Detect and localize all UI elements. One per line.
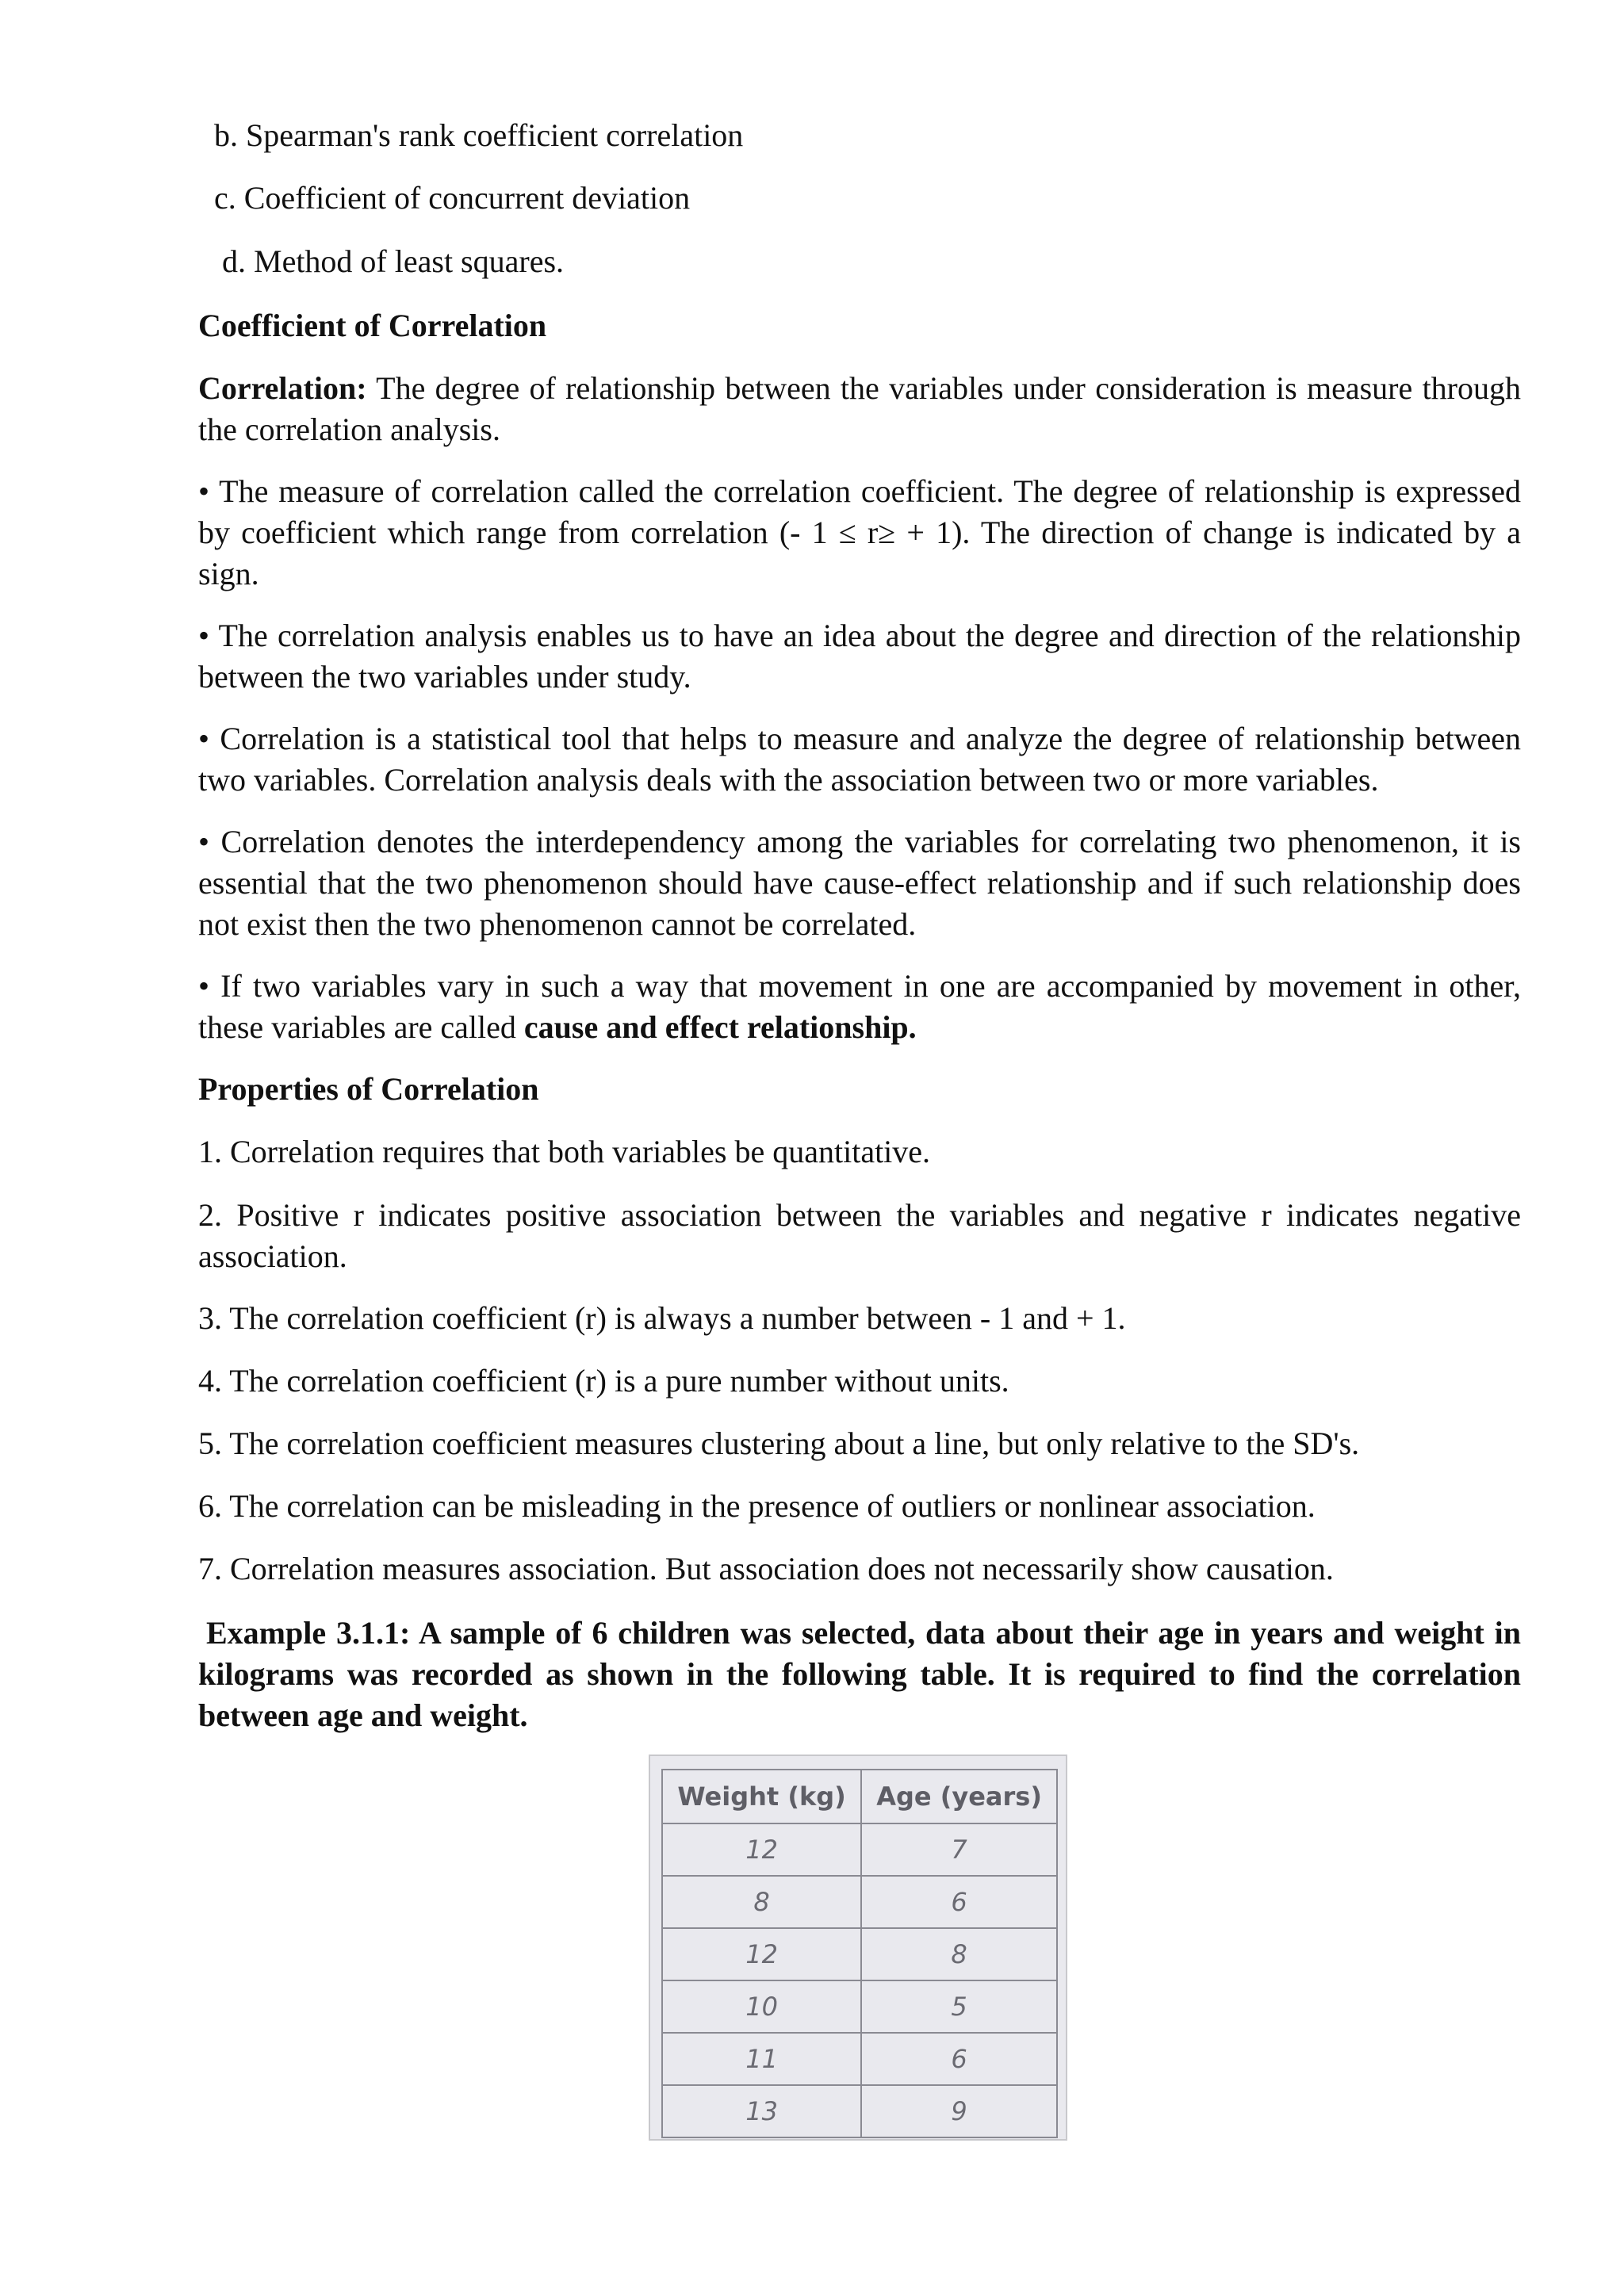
table-row (662, 1928, 1057, 1980)
example-statement: Example 3.1.1: A sample of 6 children was selected, data about their age in years and weight in kilograms was recorded as shown in the following table. It is required to find the correlation between age and weight. (198, 1615, 1521, 1733)
table-row (662, 1876, 1057, 1928)
property-item: 4. The correlation coefficient (r) is a pure number without units. (198, 1363, 1009, 1399)
column-header-weight: Weight (kg) (662, 1770, 861, 1823)
age-cell: 5 (861, 1980, 1057, 2033)
weight-age-table (661, 1769, 1058, 2138)
property-item: 6. The correlation can be misleading in the presence of outliers or nonlinear association. (198, 1488, 1316, 1524)
table-row (662, 1980, 1057, 2033)
section-heading-coefficient: Coefficient of Correlation (198, 308, 547, 343)
definition-label: Correlation: (198, 370, 367, 406)
age-cell: 6 (861, 1876, 1057, 1928)
table-row (662, 1823, 1057, 1876)
bullet-paragraph: • The correlation analysis enables us to have an idea about the degree and direction of the relationship between the two variables under study. (198, 618, 1521, 695)
list-item-b: b. Spearman's rank coefficient correlation (214, 117, 744, 153)
property-item: 3. The correlation coefficient (r) is always a number between - 1 and + 1. (198, 1300, 1126, 1336)
weight-cell: 13 (662, 2085, 861, 2137)
table-row (662, 2085, 1057, 2137)
age-cell: 9 (861, 2085, 1057, 2137)
table-row (662, 2033, 1057, 2085)
bullet-bold-text: cause and effect relationship. (523, 1009, 917, 1045)
weight-cell: 8 (662, 1876, 861, 1928)
weight-cell: 11 (662, 2033, 861, 2085)
property-item: 1. Correlation requires that both variables be quantitative. (198, 1134, 931, 1169)
correlation-definition (198, 368, 1521, 450)
definition-text: The degree of relationship between the variables under consideration is measure through the correlation analysis. (198, 370, 1521, 447)
property-item: 2. Positive r indicates positive association between the variables and negative r indicates negative association. (198, 1197, 1521, 1274)
bullet-paragraph: • Correlation is a statistical tool that helps to measure and analyze the degree of relationship between two variables. Correlation analysis deals with the association between two or more variables. (198, 721, 1521, 798)
weight-cell: 12 (662, 1928, 861, 1980)
data-table-image (649, 1755, 1067, 2141)
bullet-paragraph: • The measure of correlation called the correlation coefficient. The degree of relationship is expressed by coefficient which range from correlation (- 1 ≤ r≥ + 1). The direction of change is indicated by a sign. (198, 473, 1521, 591)
list-item-c: c. Coefficient of concurrent deviation (214, 180, 691, 216)
age-cell: 7 (861, 1823, 1057, 1876)
bullet-paragraph: • Correlation denotes the interdependency among the variables for correlating two phenomenon, it is essential that the two phenomenon should have cause-effect relationship and if such relationship does not exist then the two phenomenon cannot be correlated. (198, 824, 1521, 942)
property-item: 7. Correlation measures association. But association does not necessarily show causation. (198, 1551, 1334, 1586)
weight-cell: 12 (662, 1823, 861, 1876)
age-cell: 6 (861, 2033, 1057, 2085)
weight-cell: 10 (662, 1980, 861, 2033)
property-item: 5. The correlation coefficient measures clustering about a line, but only relative to the SD's. (198, 1425, 1360, 1461)
column-header-age: Age (years) (861, 1770, 1057, 1823)
list-item-d: d. Method of least squares. (222, 243, 565, 279)
section-heading-properties: Properties of Correlation (198, 1071, 539, 1107)
bullet-paragraph-cause-effect (198, 966, 1521, 1048)
table-header-row (662, 1770, 1057, 1823)
age-cell: 8 (861, 1928, 1057, 1980)
bullet-text: • If two variables vary in such a way that movement in one are accompanied by movement in other, these variables are called (198, 968, 1521, 1045)
